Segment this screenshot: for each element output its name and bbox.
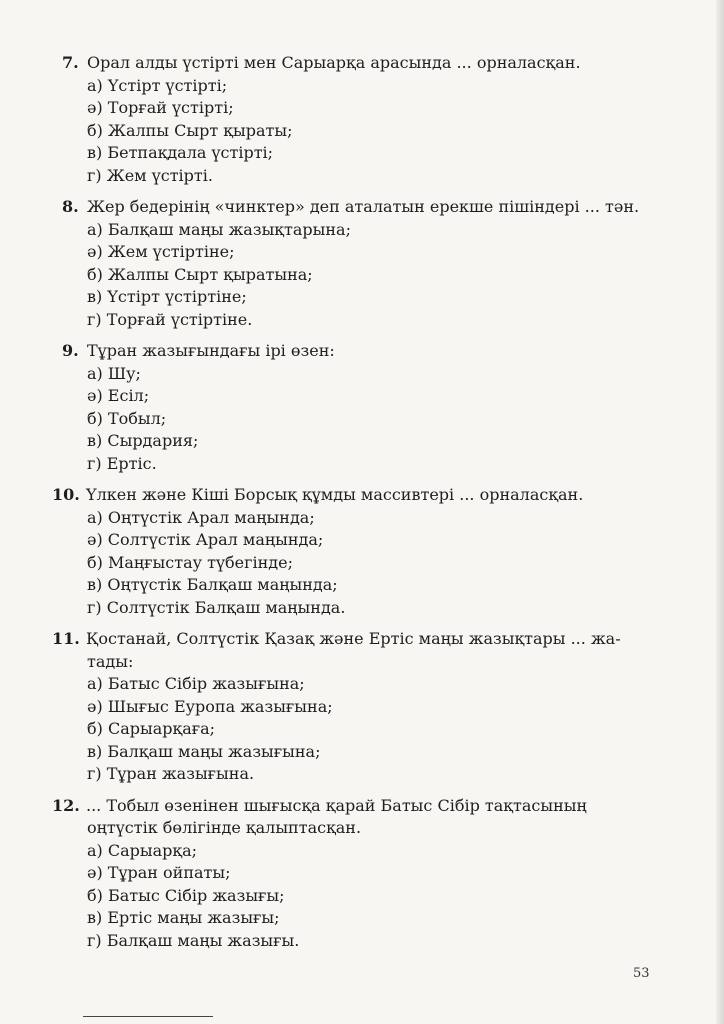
answer-option: в) Үстірт үстіртіне; bbox=[87, 287, 247, 306]
answer-option: г) Жем үстірті. bbox=[87, 165, 213, 185]
answer-option: а) Сарыарқа; bbox=[87, 840, 198, 860]
answer-option: г) Солтүстік Балқаш маңында. bbox=[87, 597, 346, 617]
question-stem bbox=[62, 340, 662, 363]
answer-option: в) Бетпақдала үстірті; bbox=[87, 143, 274, 162]
answer-option: б) Жалпы Сырт қыраты; bbox=[87, 120, 293, 140]
answer-option: б) Жалпы Сырт қыратына; bbox=[87, 264, 313, 284]
question-text: Үлкен және Кіші Борсық құмды массивтері ... орналасқан. bbox=[86, 485, 584, 504]
question-11 bbox=[52, 628, 662, 786]
question-number: 12. bbox=[52, 795, 80, 815]
page-number: 53 bbox=[633, 966, 650, 981]
question-text: Тұран жазығындағы ірі өзен: bbox=[87, 341, 335, 360]
question-12 bbox=[52, 795, 662, 953]
answer-option: ә) Есіл; bbox=[87, 386, 150, 405]
question-number: 9. bbox=[62, 341, 79, 360]
answer-option: б) Тобыл; bbox=[87, 408, 167, 428]
question-text: Жер бедерінің «чинктер» деп аталатын ерекше пішіндері ... тән. bbox=[87, 197, 640, 216]
answer-options bbox=[62, 507, 662, 620]
question-number: 11. bbox=[52, 629, 80, 648]
question-number: 8. bbox=[62, 197, 79, 216]
answer-option: в) Оңтүстік Балқаш маңында; bbox=[87, 575, 338, 594]
answer-option: ә) Солтүстік Арал маңында; bbox=[87, 530, 324, 549]
answer-option: ә) Торғай үстірті; bbox=[87, 98, 234, 117]
answer-option: ә) Тұран ойпаты; bbox=[87, 863, 231, 882]
answer-option: а) Балқаш маңы жазықтарына; bbox=[87, 219, 351, 239]
question-stem bbox=[52, 795, 662, 818]
answer-option: а) Оңтүстік Арал маңында; bbox=[87, 507, 315, 527]
page-edge-shadow bbox=[716, 0, 724, 1024]
answer-option: а) Үстірт үстірті; bbox=[87, 75, 228, 95]
answer-option: г) Тұран жазығына. bbox=[87, 764, 255, 783]
answer-options bbox=[62, 75, 662, 188]
answer-option: в) Сырдария; bbox=[87, 431, 199, 450]
answer-option: ә) Шығыс Еуропа жазығына; bbox=[87, 696, 333, 716]
answer-option: г) Торғай үстіртіне. bbox=[87, 309, 253, 329]
question-10 bbox=[52, 484, 662, 619]
answer-options bbox=[62, 673, 662, 786]
question-9 bbox=[62, 340, 662, 475]
answer-option: в) Ертіс маңы жазығы; bbox=[87, 908, 280, 927]
answer-option: б) Батыс Сібір жазығы; bbox=[87, 885, 285, 905]
question-text: Қостанай, Солтүстік Қазақ және Ертіс маңы жазықтары ... жа- bbox=[86, 629, 621, 648]
footer-rule bbox=[83, 1016, 213, 1017]
question-list bbox=[52, 52, 662, 961]
question-stem bbox=[52, 628, 662, 651]
answer-option: ә) Жем үстіртіне; bbox=[87, 242, 235, 261]
question-text: Орал алды үстірті мен Сарыарқа арасында ... орналасқан. bbox=[87, 53, 581, 72]
answer-option: а) Батыс Сібір жазығына; bbox=[87, 674, 305, 693]
answer-option: в) Балқаш маңы жазығына; bbox=[87, 741, 321, 761]
question-7 bbox=[62, 52, 662, 187]
question-number: 7. bbox=[62, 53, 79, 72]
answer-options bbox=[62, 219, 662, 332]
question-number: 10. bbox=[52, 485, 80, 504]
answer-options bbox=[62, 363, 662, 476]
question-stem bbox=[52, 484, 662, 507]
answer-options bbox=[62, 840, 662, 953]
answer-option: б) Маңғыстау түбегінде; bbox=[87, 552, 293, 572]
question-text-continuation: оңтүстік бөлігінде қалыптасқан. bbox=[87, 818, 362, 837]
answer-option: г) Балқаш маңы жазығы. bbox=[87, 930, 300, 950]
question-stem bbox=[62, 196, 662, 219]
answer-option: г) Ертіс. bbox=[87, 453, 157, 473]
answer-option: б) Сарыарқаға; bbox=[87, 719, 216, 738]
question-text: ... Тобыл өзенінен шығысқа қарай Батыс Сібір тақтасының bbox=[86, 795, 587, 815]
question-text-continuation: тады: bbox=[87, 651, 134, 671]
answer-option: а) Шу; bbox=[87, 363, 141, 383]
question-8 bbox=[62, 196, 662, 331]
question-stem bbox=[62, 52, 662, 75]
